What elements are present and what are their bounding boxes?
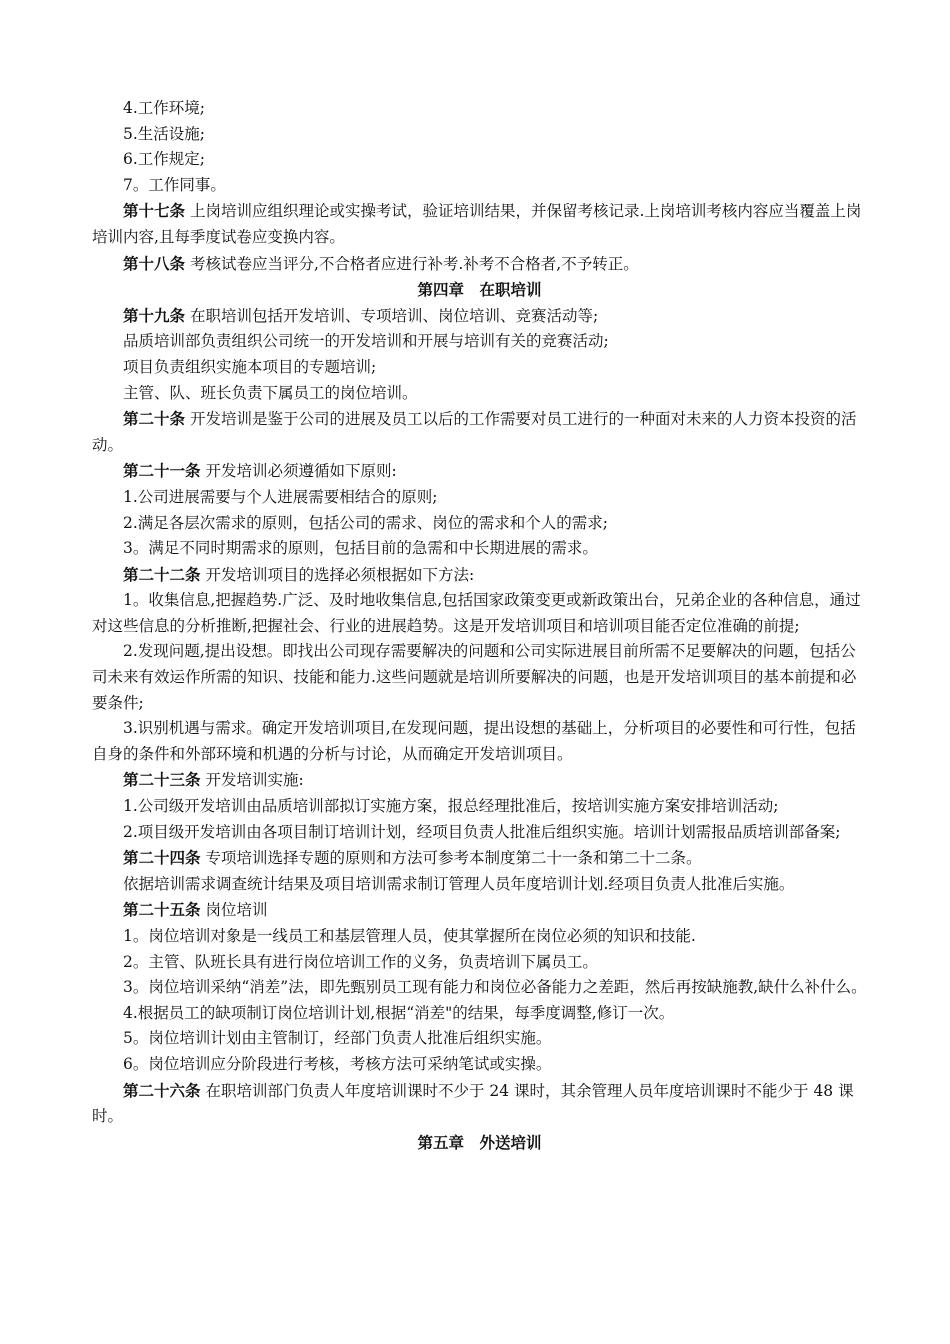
list-item: 4.工作环境; — [123, 99, 206, 117]
chapter-heading: 第五章 外送培训 — [417, 1132, 542, 1152]
article-text: 开发培训是鉴于公司的进展及员工以后的工作需要对员工进行的一种面对未来的人力资本投资的活动。 — [92, 410, 857, 454]
article-text: 专项培训选择专题的原则和方法可参考本制度第二十一条和第二十二条。 — [200, 849, 702, 868]
chapter-heading: 第四章 在职培训 — [417, 280, 542, 300]
list-item: 7。工作同事。 — [123, 175, 226, 194]
paragraph: 依据培训需求调查统计结果及项目培训需求制订管理人员年度培训计划.经项目负责人批准后实施。 — [123, 874, 795, 893]
article-20 — [92, 406, 867, 458]
list-item: 3。岗位培训采纳“消差”法，即先甄别员工现有能力和岗位必备能力之差距，然后再按缺施教,缺什么补什么。 — [123, 978, 867, 997]
list-item: 5。岗位培训计划由主管制订，经部门负责人批准后组织实施。 — [123, 1029, 552, 1048]
list-item: 5.生活设施; — [123, 124, 206, 143]
article-19 — [92, 303, 867, 330]
list-item: 6.工作规定; — [123, 150, 206, 169]
article-24 — [92, 845, 867, 872]
list-item: 3.识别机遇与需求。确定开发培训项目,在发现问题，提出设想的基础上，分析项目的必要性和可行性，包括自身的条件和外部环境和机遇的分析与讨论，从而确定开发培训项目。 — [92, 719, 856, 763]
list-item: 2。主管、队班长具有进行岗位培训工作的义务，负责培训下属员工。 — [123, 952, 598, 971]
article-18 — [92, 251, 867, 278]
article-17 — [92, 198, 867, 250]
article-label: 第二十四条 — [123, 848, 201, 868]
list-item: 2.发现问题,提出设想。即找出公司现存需要解决的问题和公司实际进展目前所需不足要解决的问题，包括公司未来有效运作所需的知识、技能和能力.这些问题就是培训所要解决的问题，也是开发培训项目的基本前提和必要条件; — [92, 642, 857, 712]
article-label: 第二十六条 — [123, 1080, 201, 1100]
article-label: 第二十二条 — [123, 564, 201, 584]
article-text: 开发培训实施: — [200, 771, 304, 790]
article-text: 在职培训部门负责人年度培训课时不少于 24 课时，其余管理人员年度培训课时不能少于 48 课时。 — [92, 1081, 854, 1126]
list-item: 4.根据员工的缺项制订岗位培训计划,根据“消差"的结果，每季度调整,修订一次。 — [123, 1003, 675, 1022]
article-label: 第二十条 — [123, 409, 186, 429]
article-label: 第二十一条 — [123, 461, 201, 481]
list-item: 1.公司进展需要与个人进展需要相结合的原则; — [123, 487, 438, 506]
article-text: 开发培训项目的选择必须根据如下方法: — [200, 565, 475, 584]
paragraph: 主管、队、班长负责下属员工的岗位培训。 — [123, 383, 418, 402]
article-text: 岗位培训 — [200, 901, 268, 920]
article-label: 第十九条 — [123, 305, 186, 325]
article-21 — [92, 458, 867, 485]
article-text: 考核试卷应当评分,不合格者应进行补考.补考不合格者,不予转正。 — [185, 254, 639, 273]
list-item: 2.项目级开发培训由各项目制订培训计划，经项目负责人批准后组织实施。培训计划需报品质培训部备案; — [123, 822, 841, 841]
article-text: 开发培训必须遵循如下原则: — [200, 462, 397, 481]
article-label: 第十七条 — [123, 201, 186, 221]
article-22 — [92, 562, 867, 589]
article-text: 上岗培训应组织理论或实操考试，验证培训结果，并保留考核记录.上岗培训考核内容应当覆盖上岗培训内容,且每季度试卷应变换内容。 — [92, 202, 862, 246]
article-23 — [92, 767, 867, 794]
article-text: 在职培训包括开发培训、专项培训、岗位培训、竞赛活动等; — [185, 306, 599, 325]
list-item: 1。收集信息,把握趋势.广泛、及时地收集信息,包括国家政策变更或新政策出台，兄弟企业的各种信息，通过对这些信息的分析推断,把握社会、行业的进展趋势。这是开发培训项目和培训项目能否定位准确的前提; — [92, 591, 861, 635]
article-label: 第二十五条 — [123, 900, 201, 920]
paragraph: 项目负责组织实施本项目的专题培训; — [123, 357, 377, 376]
list-item: 3。满足不同时期需求的原则，包括目前的急需和中长期进展的需求。 — [123, 539, 598, 558]
article-26 — [92, 1078, 867, 1130]
list-item: 6。岗位培训应分阶段进行考核，考核方法可采纳笔试或实操。 — [123, 1054, 552, 1073]
article-25 — [92, 897, 867, 924]
document-page — [92, 96, 867, 1155]
paragraph: 品质培训部负责组织公司统一的开发培训和开展与培训有关的竞赛活动; — [123, 332, 609, 351]
article-label: 第二十三条 — [123, 770, 201, 790]
list-item: 2.满足各层次需求的原则，包括公司的需求、岗位的需求和个人的需求; — [123, 513, 609, 532]
list-item: 1.公司级开发培训由品质培训部拟订实施方案，报总经理批准后，按培训实施方案安排培训活动; — [123, 797, 779, 816]
list-item: 1。岗位培训对象是一线员工和基层管理人员，使其掌握所在岗位必须的知识和技能. — [123, 927, 696, 945]
article-label: 第十八条 — [123, 253, 186, 273]
